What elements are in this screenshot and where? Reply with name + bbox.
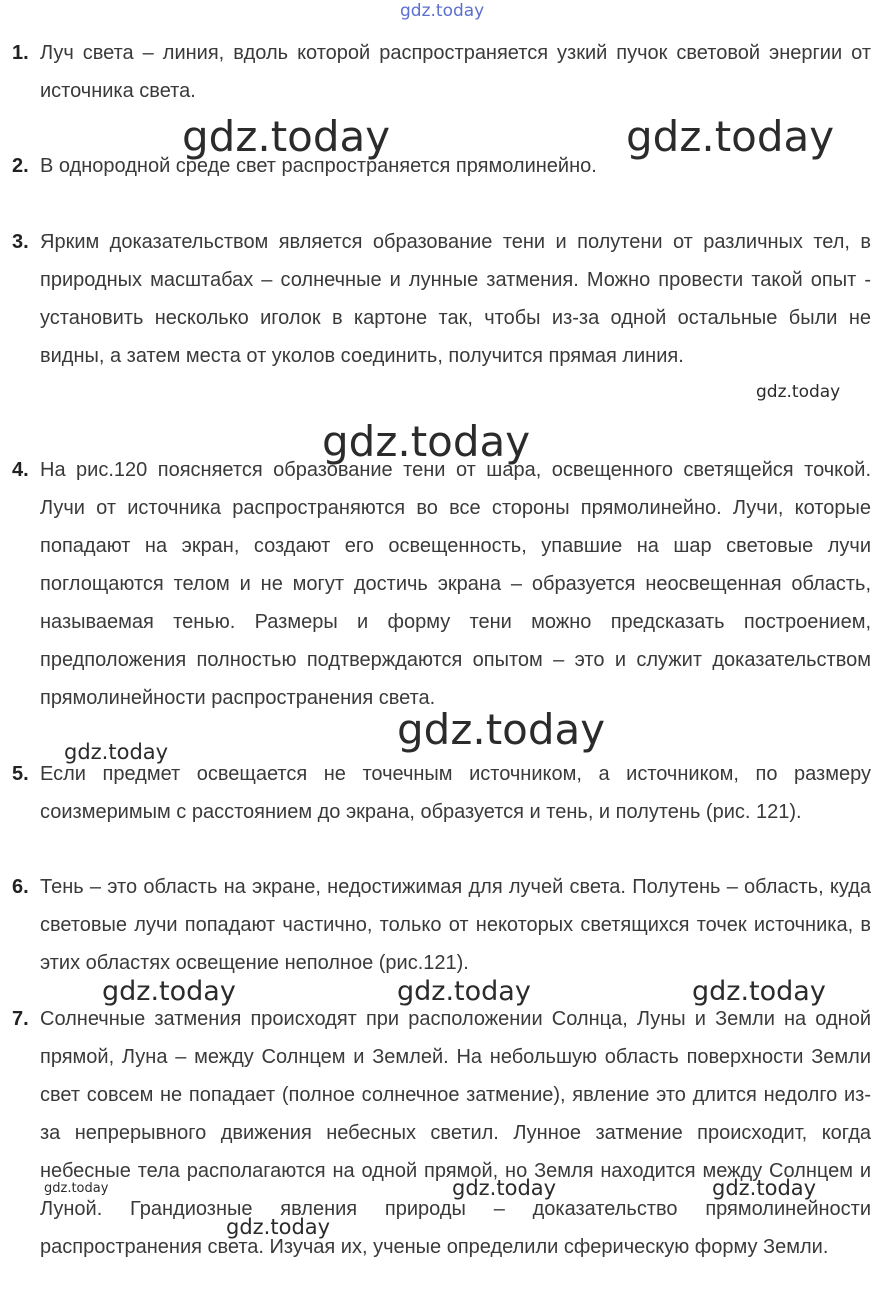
answer-text: В однородной среде свет распространяется прямолинейно.: [40, 155, 597, 177]
answer-text: На рис.120 поясняется образование тени от шара, освещенного светящейся точкой. Лучи от источника распространяются во все стороны прямолинейно. Лучи, которые попадают на экран, создают его освещенность, упавшие на шар световые лучи поглощаются телом и не могут достичь экрана – образуется неосвещенная область, называемая тенью. Размеры и форму тени можно предсказать построением, предположения полностью подтверждаются опытом – это и служит доказательством прямолинейности распространения света.: [40, 459, 871, 709]
watermark: gdz.today: [756, 382, 841, 402]
watermark: gdz.today: [397, 705, 606, 754]
watermark: gdz.today: [226, 1215, 331, 1239]
watermark: gdz.today: [397, 976, 531, 1007]
answer-text: Луч света – линия, вдоль которой распространяется узкий пучок световой энергии от источника света.: [40, 42, 871, 102]
watermark: gdz.today: [626, 112, 835, 161]
watermark-top: gdz.today: [400, 1, 485, 21]
answer-number: 1.: [12, 42, 29, 64]
answer-text: Солнечные затмения происходят при расположении Солнца, Луны и Земли на одной прямой, Луна – между Солнцем и Землей. На небольшую область поверхности Земли свет совсем не попадает (полное солнечное затмение), явление это длится недолго из-за непрерывного движения небесных светил. Лунное затмение происходит, когда небесные тела располагаются на одной прямой, но Земля находится между Солнцем и Луной. Грандиозные явления природы – доказательство прямолинейности распространения света. Изучая их, ученые определили сферическую форму Земли.: [40, 1008, 871, 1258]
answer-text: Если предмет освещается не точечным источником, а источником, по размеру соизмеримым с расстоянием до экрана, образуется и тень, и полутень (рис. 121).: [40, 763, 871, 823]
watermark: gdz.today: [322, 417, 531, 466]
watermark: gdz.today: [692, 976, 826, 1007]
answer-number: 4.: [12, 459, 29, 481]
answer-number: 3.: [12, 231, 29, 253]
watermark: gdz.today: [712, 1176, 817, 1200]
answer-text: Тень – это область на экране, недостижимая для лучей света. Полутень – область, куда световые лучи попадают частично, только от некоторых светящихся точек источника, в этих областях освещение неполное (рис.121).: [40, 876, 871, 974]
answer-number: 5.: [12, 763, 29, 785]
answer-text: Ярким доказательством является образование тени и полутени от различных тел, в природных масштабах – солнечные и лунные затмения. Можно провести такой опыт - установить несколько иголок в картоне так, чтобы из-за одной остальные были не видны, а затем места от уколов соединить, получится прямая линия.: [40, 231, 871, 367]
answer-number: 6.: [12, 876, 29, 898]
watermark: gdz.today: [44, 1181, 109, 1196]
answer-number: 7.: [12, 1008, 29, 1030]
answer-number: 2.: [12, 155, 29, 177]
watermark: gdz.today: [102, 976, 236, 1007]
watermark: gdz.today: [64, 740, 169, 764]
watermark: gdz.today: [452, 1176, 557, 1200]
watermark: gdz.today: [182, 112, 391, 161]
